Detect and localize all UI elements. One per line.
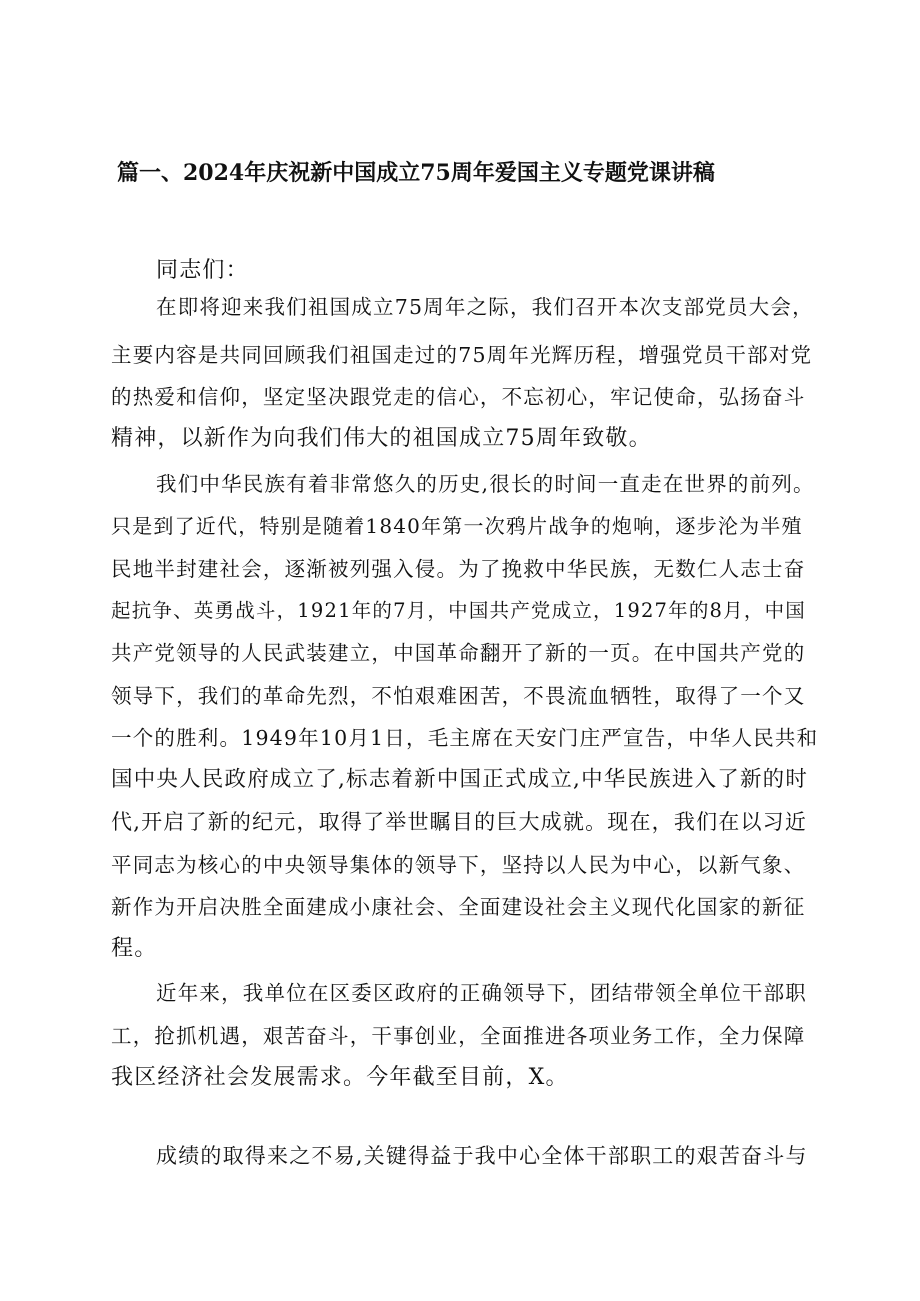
paragraph-1-line-2: 主要内容是共同回顾我们祖国走过的75周年光辉历程，增强党员干部对党 (111, 343, 813, 367)
paragraph-2-line-1: 我们中华民族有着非常悠久的历史,很长的时间一直走在世界的前列。 (156, 472, 815, 496)
paragraph-3-line-3: 我区经济社会发展需求。今年截至目前，X。 (111, 1065, 569, 1090)
paragraph-2-line-11: 新作为开启决胜全面建成小康社会、全面建设社会主义现代化国家的新征 (111, 895, 806, 919)
paragraph-2-line-10: 平同志为核心的中央领导集体的领导下，坚持以人民为中心，以新气象、 (111, 853, 806, 877)
paragraph-2-line-4: 起抗争、英勇战斗，1921年的7月，中国共产党成立，1927年的8月，中国 (111, 599, 806, 622)
salutation: 同志们： (156, 258, 249, 283)
paragraph-2-line-5: 共产党领导的人民武装建立，中国革命翻开了新的一页。在中国共产党的 (111, 641, 806, 665)
paragraph-1-line-1: 在即将迎来我们祖国成立75周年之际，我们召开本次支部党员大会， (156, 295, 814, 319)
paragraph-2-line-3: 民地半封建社会，逐渐被列强入侵。为了挽救中华民族，无数仁人志士奋 (111, 557, 806, 581)
paragraph-2-line-7: 一个的胜利。1949年10月1日，毛主席在天安门庄严宣告，中华人民共和 (111, 726, 819, 750)
paragraph-4-line-1: 成绩的取得来之不易,关键得益于我中心全体干部职工的艰苦奋斗与 (156, 1144, 808, 1168)
paragraph-2-line-12: 程。 (111, 936, 158, 961)
paragraph-2-line-2: 只是到了近代，特别是随着1840年第一次鸦片战争的炮响，逐步沦为半殖 (111, 514, 803, 538)
paragraph-2-line-6: 领导下，我们的革命先烈，不怕艰难困苦，不畏流血牺牲，取得了一个又 (111, 684, 806, 708)
paragraph-2-line-8: 国中央人民政府成立了,标志着新中国正式成立,中华民族进入了新的时 (111, 767, 809, 792)
paragraph-1-line-4: 精神，以新作为向我们伟大的祖国成立75周年致敬。 (111, 426, 652, 451)
paragraph-3-line-1: 近年来，我单位在区委区政府的正确领导下，团结带领全单位干部职 (156, 981, 807, 1005)
paragraph-2-line-9: 代,开启了新的纪元，取得了举世瞩目的巨大成就。现在，我们在以习近 (111, 810, 808, 834)
paragraph-1-line-3: 的热爱和信仰，坚定坚决跟党走的信心，不忘初心，牢记使命，弘扬奋斗 (111, 385, 806, 409)
paragraph-3-line-2: 工，抢抓机遇，艰苦奋斗，干事创业，全面推进各项业务工作，全力保障 (111, 1024, 806, 1048)
document-title: 篇一、2024年庆祝新中国成立75周年爱国主义专题党课讲稿 (117, 160, 715, 186)
